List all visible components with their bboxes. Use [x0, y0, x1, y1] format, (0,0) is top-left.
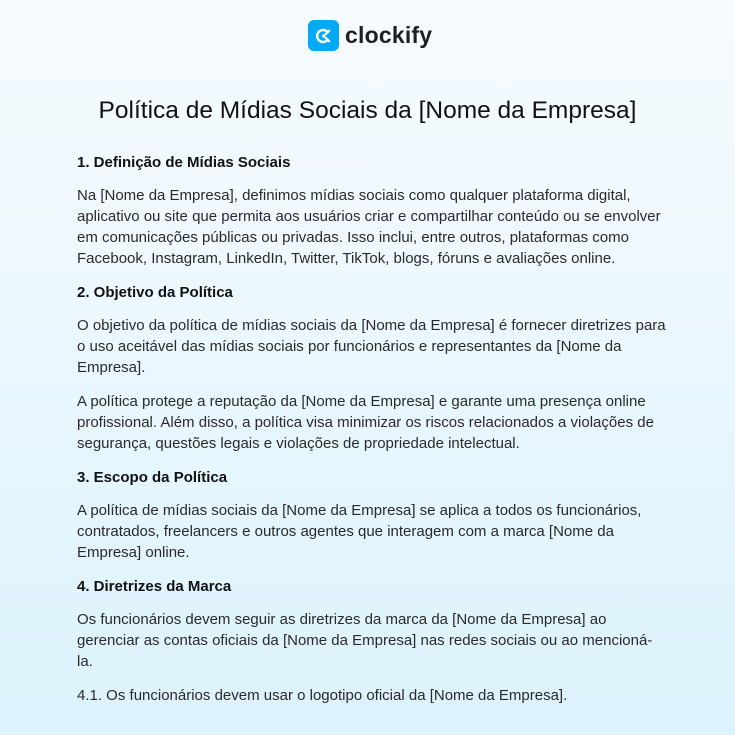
- document-title: Política de Mídias Sociais da [Nome da Empresa]: [98, 97, 637, 124]
- section-paragraph: A política de mídias sociais da [Nome da Empresa] se aplica a todos os funcionários, contratados, freelancers e outros agentes que interagem com a marca [Nome da Empresa] online.: [77, 502, 642, 561]
- clockify-logo: [308, 20, 432, 51]
- section-scope: [77, 467, 667, 563]
- section-heading: 3. Escopo da Política: [77, 469, 228, 486]
- brand-name: clockify: [345, 22, 433, 48]
- section-brand-guidelines: [77, 576, 667, 706]
- clockify-logo-icon: [308, 20, 339, 51]
- section-objective: [77, 282, 667, 454]
- section-heading: 1. Definição de Mídias Sociais: [77, 154, 291, 171]
- section-heading: 2. Objetivo da Política: [77, 284, 233, 301]
- section-paragraph: A política protege a reputação da [Nome da Empresa] e garante uma presença online profissional. Além disso, a política visa minimizar os riscos relacionados a violações de segurança, questões legais e violações de propriedade intelectual.: [77, 393, 654, 452]
- section-heading: 4. Diretrizes da Marca: [77, 578, 232, 595]
- section-paragraph: Os funcionários devem seguir as diretrizes da marca da [Nome da Empresa] ao gerenciar as contas oficiais da [Nome da Empresa] nas redes sociais ou ao mencioná-la.: [77, 611, 653, 670]
- section-paragraph: Na [Nome da Empresa], definimos mídias sociais como qualquer plataforma digital, aplicativo ou site que permita aos usuários criar e compartilhar conteúdo ou se envolver em comunicações públicas ou privadas. Isso inclui, entre outros, plataformas como Facebook, Instagram, LinkedIn, Twitter, TikTok, blogs, fóruns e avaliações online.: [77, 187, 661, 267]
- document-body: [77, 152, 667, 706]
- section-paragraph: O objetivo da política de mídias sociais da [Nome da Empresa] é fornecer diretrizes para o uso aceitável das mídias sociais por funcionários e representantes da [Nome da Empresa].: [77, 317, 666, 376]
- section-definition: [77, 152, 667, 269]
- section-paragraph: 4.1. Os funcionários devem usar o logotipo oficial da [Nome da Empresa].: [77, 687, 568, 704]
